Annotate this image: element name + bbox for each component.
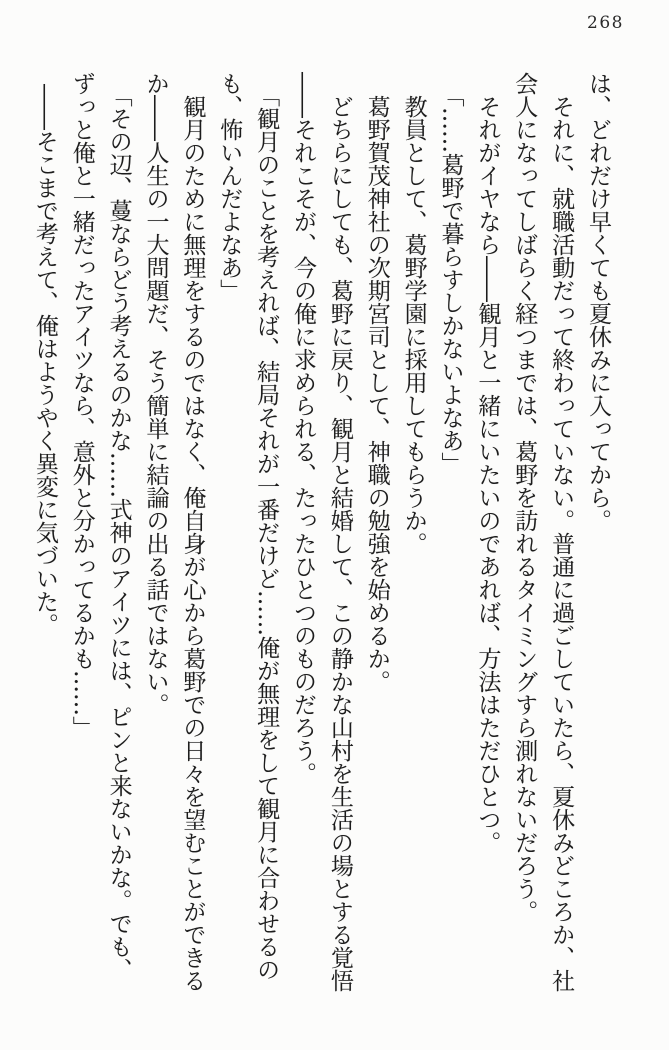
text-line: どちらにしても、葛野に戻り、観月と結婚して、この静かな山村を生活の場とする覚悟 [326, 95, 353, 992]
text-line: 観月のために無理をするのではなく、俺自身が心から葛野での日々を望むことができる [179, 95, 206, 992]
text-line: それに、就職活動だって終わっていない。普通に過ごしていたら、夏休みどころか、社 [548, 95, 575, 992]
text-line: は、どれだけ早くても夏休みに入ってから。 [585, 72, 611, 532]
text-line: 「……葛野で暮らすしかないよなあ」 [437, 84, 464, 475]
text-line: ――そこまで考えて、俺はようやく異変に気づいた。 [31, 84, 58, 636]
page-number: 268 [587, 13, 624, 33]
text-line: も、怖いんだよなあ」 [216, 72, 243, 302]
text-line: 葛野賀茂神社の次期宮司として、神職の勉強を始めるか。 [363, 95, 390, 693]
text-line: 「観月のことを考えれば、結局それが一番だけど……俺が無理をして観月に合わせるの [253, 84, 280, 981]
text-line: か――人生の一大問題だ、そう簡単に結論の出る話ではない。 [142, 72, 169, 716]
text-line: ずっと俺と一緒だったアイツなら、意外と分かってるかも……」 [68, 72, 95, 739]
text-line: 「その辺、蔓ならどう考えるのかな……式神のアイツには、ピンと来ないかな。でも、 [105, 84, 132, 981]
text-line: ――それこそが、今の俺に求められる、たったひとつのものだろう。 [290, 72, 316, 785]
text-line: 教員として、葛野学園に採用してもらうか。 [400, 95, 427, 555]
text-line: それがイヤなら――観月と一緒にいたいのであれば、方法はただひとつ。 [474, 95, 501, 854]
page-text-block [26, 72, 616, 997]
text-line: 会人になってしばらく経つまでは、葛野を訪れるタイミングすら測れないだろう。 [511, 72, 538, 923]
